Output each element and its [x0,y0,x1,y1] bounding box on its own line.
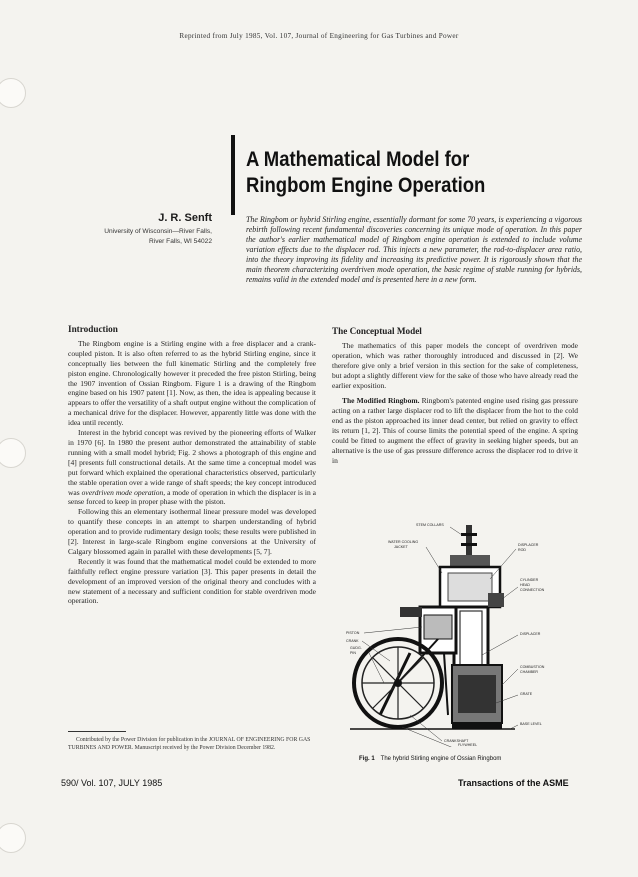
intro-p2-emphasis: overdriven mode operation, [81,487,166,497]
abstract: The Ringbom or hybrid Stirling engine, essentially dormant for some 70 years, is experiencing a vigorous rebirth following recent fundamental discoveries concerning its unique mode of operation. In this paper the author's earlier mathematical model of Ringbom engine operation is extended to include volume variation effects due to the displacer rod. This injects a new parameter, the rod-to-displacer area ratio, into the theory improving its fidelity and increasing its predictive power. It is rigorously shown that the main theorem characterizing overdriven mode operation, the basic regime of stable running for hybrids, remains valid in the extended model and is presented here in a new form. [246,215,582,284]
cylinder-head-connection [488,593,504,607]
conceptual-model-heading: The Conceptual Model [332,326,422,336]
cm-paragraph-2 [332,396,578,465]
label-gudgeon: GUDG. [350,646,362,650]
affiliation-line-1: University of Wisconsin—River Falls, [104,228,212,235]
stem-collar [461,533,477,536]
reprint-note: Reprinted from July 1985, Vol. 107, Journal of Engineering for Gas Turbines and Power [179,32,459,40]
label-base-level: BASE LEVEL [520,722,542,726]
binder-hole [0,438,26,468]
jacket-top [450,555,490,567]
label-displacer-rod-2: ROD [518,548,526,552]
intro-paragraph-4: Recently it was found that the mathematical model could be extended to more faithfully reflect engine pressure variation [3]. This paper presents in detail the development of an improved version of the original theory and concludes with a new statement of a necessary and sufficient condition for stable overdriven mode operation. [68,556,316,606]
figure-caption [359,756,501,762]
footnote: Contributed by the Power Division for publication in the JOURNAL OF ENGINEERING FOR GAS TURBINES AND POWER. Manuscript received by the Power Division December 1982. [68,737,311,751]
label-stem-collars: STEM COLLARS [416,523,444,527]
introduction-heading: Introduction [68,324,118,334]
journal-name: Transactions of the ASME [458,778,569,788]
modified-ringbom-runin: The Modified Ringbom. [342,396,420,406]
label-combustion-2: CHAMBER [520,670,538,674]
cm-p2-text: Ringbom's patented engine used rising gas pressure acting on a rather large displacer rod to lift the displacer from the hot to the cold end as the piston approached its inner dead center, but relied on gravity to effect its return [1, 2]. This of course limits the potential speed of the engine. A spring could be fitted to augment the effect of gravity in seeking higher speeds, but an alternative is the use of gas pressure difference across the displacer rod to drive it in [332,396,579,465]
intro-paragraph-1: The Ringbom engine is a Stirling engine with a free displacer and a crank-coupled piston. It is also often referred to as the hybrid Stirling engine, since it conceptually lies between the full kinematic Stirling and the completely free piston engine. Chronologically however it preceded the free piston Stirling, being the 1907 invention of Ossian Ringbom. Figure 1 is a drawing of the Ringbom engine based on his 1907 patent [1]. Now, as then, the idea is appealing because it appears to offer the versatility of a shaft output engine without the complication of a mechanical drive for the displacer. However, apparently little was done with the idea until recently. [68,338,316,428]
label-piston: PISTON [346,631,360,635]
label-displacer: DISPLACER [520,632,541,636]
cm-paragraph-1: The mathematics of this paper models the concept of overdriven mode operation, which was rather thoroughly introduced and discussed in [2]. We therefore give only a brief version in this section for the sake of completeness, but adopt a slightly different view for the sake of those who have already read the earlier exposition. [332,340,578,390]
introduction-section [68,325,316,606]
title-rule [231,135,235,215]
frame-leg-right [444,653,448,715]
stem-collars-part [466,525,472,557]
title-line-2: Ringbom Engine Operation [246,173,486,197]
footnote-rule [68,731,126,732]
label-cylinder-head: CYLINDER [520,578,539,582]
label-flywheel: FLYWHEEL [458,743,478,747]
label-gudgeon-2: PIN [350,651,356,655]
intro-paragraph-3: Following this an elementary isothermal linear pressure model was developed to quantify these concepts in an attempt to sharpen understanding of hybrid operation and to provide rudimentary design tools; these results were published in [2]. Interest in large-scale Ringbom engine conversions at the University of Calgary blossomed again in parallel with these developments [5, 7]. [68,507,316,556]
intro-paragraph-2 [68,428,316,507]
conceptual-model-section [332,327,578,466]
author-name: J. R. Senft [158,212,212,224]
caption-text: The hybrid Stirling engine of Ossian Ringbom [380,756,502,762]
ringbom-engine-figure [340,515,580,747]
caption-number: Fig. 1 [359,756,375,762]
piston-part [424,615,452,639]
author-affiliation [60,227,212,246]
title-line-1: A Mathematical Model for [246,147,470,171]
flywheel-hub [394,679,402,687]
firebox [458,675,496,713]
article-title [246,146,538,198]
label-water-jacket-2: JACKET [394,545,408,549]
label-displacer-rod: DISPLACER [518,543,539,547]
affiliation-line-2: River Falls, WI 54022 [148,237,212,245]
label-grate: GRATE [520,692,533,696]
binder-hole [0,78,26,108]
jacket-interior [448,573,492,601]
label-crankshaft: CRANKSHAFT [444,739,469,743]
base [452,723,502,729]
intro-p2-text: Interest in the hybrid concept was revived by the pioneering efforts of Walker in 1970 [6]. In 1980 the present author demonstrated the attainability of stable running with a small model hybrid; Fig. 2 shows a photograph of this engine and [4] presents full constructional details. At the same time a conceptual model was put forward which explained the operational characteristics observed, particularly the stable operation over a wide range of shaft speeds; the key concept introduced was [68,428,316,497]
label-crank: CRANK [346,639,359,643]
binder-hole [0,823,26,853]
intro-p2-text-end: a mode of operation in which the displacer is in a sense forced to keep in proper phase with the piston. [68,487,316,507]
stem-collar [461,543,477,546]
page-folio: 590/ Vol. 107, JULY 1985 [61,778,163,788]
label-cylinder-head-2: HEAD [520,583,530,587]
label-water-jacket: WATER COOLING [388,540,419,544]
label-combustion: COMBUSTION [520,665,545,669]
label-cylinder-head-3: CONNECTION [520,588,545,592]
cylinder-flange [400,607,422,617]
